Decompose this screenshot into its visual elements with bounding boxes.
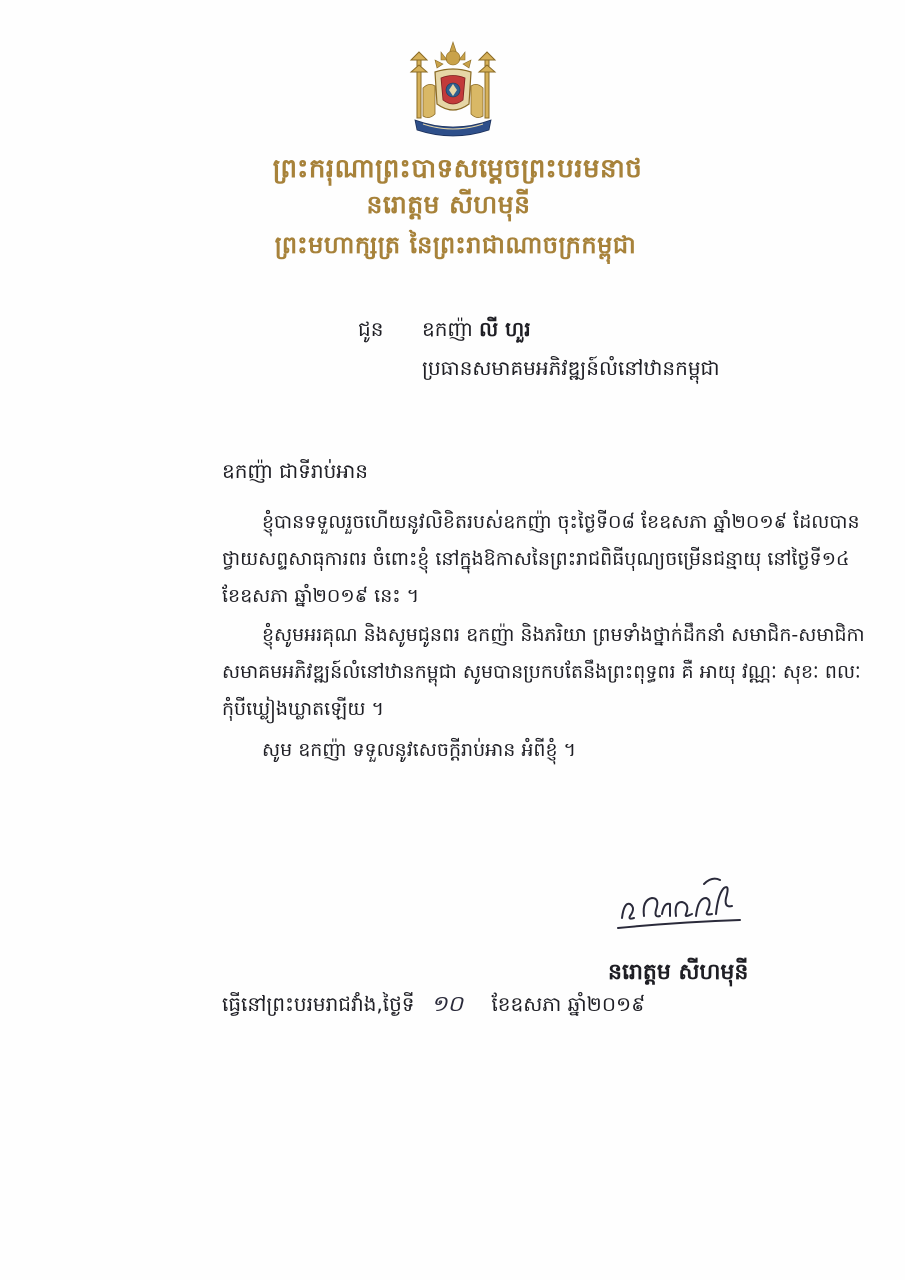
recipient-honorific: ឧកញ៉ា bbox=[422, 317, 473, 341]
place-prefix: ធ្វើនៅព្រះបរមរាជវាំង,ថ្ងៃទី bbox=[222, 992, 415, 1016]
recipient-personal-name: លី ហួរ bbox=[479, 317, 531, 341]
recipient-name bbox=[422, 316, 531, 346]
paragraph-1-line-2: ថ្វាយសព្ទសាធុការពរ ចំពោះខ្ញុំ នៅក្នុងឱកាសនៃព្រះរាជពិធីបុណ្យចម្រើនជន្មាយុ នៅថ្ងៃទី១៤ bbox=[222, 548, 850, 570]
paragraph-2-line-1: ខ្ញុំសូមអរគុណ និងសូមជូនពរ ឧកញ៉ា និងភរិយា ព្រមទាំងថ្នាក់ដឹកនាំ សមាជិក-សមាជិកា bbox=[262, 624, 865, 646]
paragraph-2-line-3: កុំបីឃ្លៀងឃ្លាតឡើយ ។ bbox=[222, 698, 384, 720]
paragraph-2-line-2: សមាគមអភិវឌ្ឍន៍លំនៅឋានកម្ពុជា សូមបានប្រកបតែនឹងព្រះពុទ្ធពរ គឺ អាយុ វណ្ណៈ សុខៈ ពលៈ bbox=[222, 661, 861, 683]
royal-title-line-1: ព្រះករុណាព្រះបាទសម្តេចព្រះបរមនាថ bbox=[272, 154, 643, 184]
paragraph-3-line-1: សូម ឧកញ៉ា ទទួលនូវសេចក្តីរាប់អាន អំពីខ្ញុំ ។ bbox=[262, 739, 577, 761]
month-year: ខែឧសភា ឆ្នាំ២០១៩ bbox=[491, 992, 646, 1016]
paragraph-1-line-3: ខែឧសភា ឆ្នាំ២០១៩ នេះ ។ bbox=[222, 585, 420, 607]
to-label: ជូន bbox=[358, 317, 384, 341]
date-place-line bbox=[222, 990, 645, 1022]
handwritten-day: ១០ bbox=[430, 992, 464, 1017]
handwritten-signature bbox=[600, 858, 760, 938]
signer-name: នរោត្តម សីហមុនី bbox=[608, 960, 749, 985]
royal-name-line: នរោត្តម សីហមុនី bbox=[366, 190, 531, 219]
royal-title-line-3: ព្រះមហាក្សត្រ នៃព្រះរាជាណាចក្រកម្ពុជា bbox=[274, 231, 637, 259]
royal-coat-of-arms-icon bbox=[405, 38, 501, 142]
paragraph-1-line-1: ខ្ញុំបានទទួលរួចហើយនូវលិខិតរបស់ឧកញ៉ា ចុះថ្ងៃទី០៨ ខែឧសភា ឆ្នាំ២០១៩ ដែលបាន bbox=[262, 511, 860, 533]
salutation: ឧកញ៉ា ជាទីរាប់អាន bbox=[222, 459, 369, 483]
recipient-title: ប្រធានសមាគមអភិវឌ្ឍន៍លំនៅឋានកម្ពុជា bbox=[422, 356, 720, 380]
